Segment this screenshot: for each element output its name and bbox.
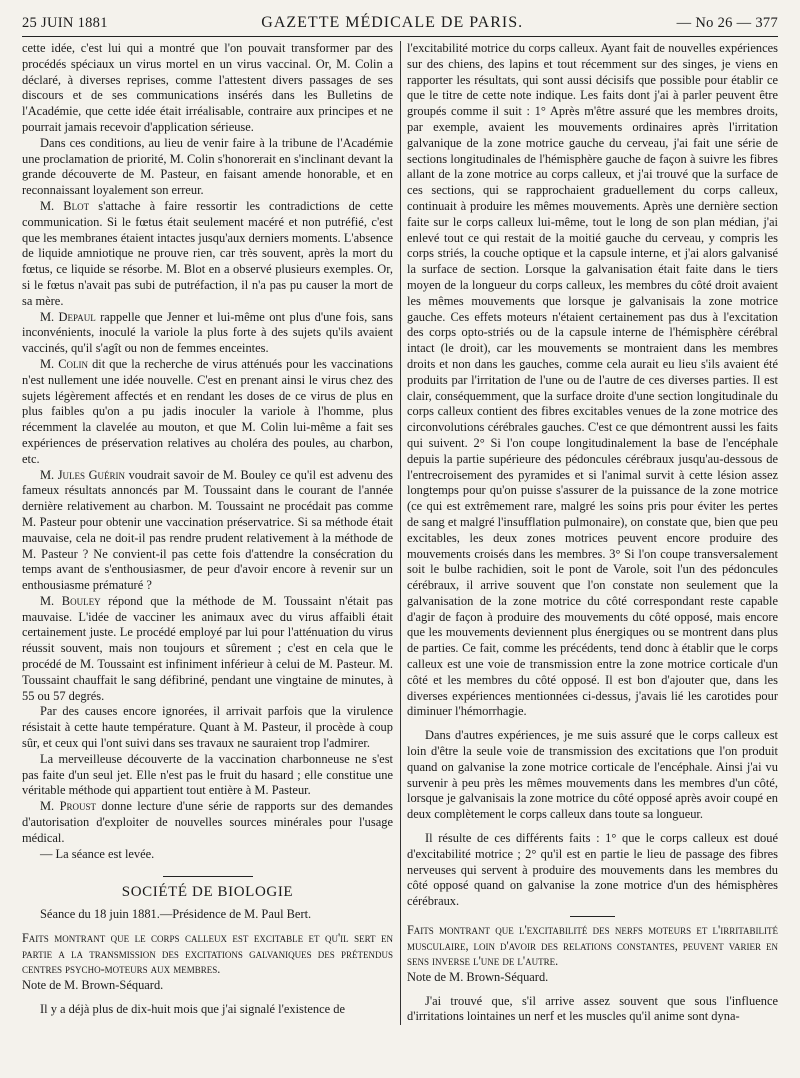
paragraph: l'excitabilité motrice du corps calleux. Ayant fait de nouvelles expériences sur des chiens, des lapins et tout récemment sur des singes, je viens en rapporter les résultats, qui sont aussi décisifs que possible pour établir ce que le titre de cette note indique. Les faits dont j'ai à parler peuvent être groupés comme il suit : 1° Après m'être assuré que les membres droits, par exemple, avaient les mouvements ordinaires après l'irritation galvanique de la zone motrice gauche du cerveau, j'ai fait une série de sections longitudinales de l'hémisphère gauche de façon à suivre les fibres allant de la zone motrice au corps calleux, et j'ai trouvé que la surface de ces sections, qui se rapprochaient graduellement du corps calleux, continuait à produire les mêmes mouvements. Après une dernière section faite sur le corps calleux lui-même, tout le long de son plan médian, j'ai enlevé tout ce qui restait de la moitié gauche du cerveau, y compris les corps striés, la couche optique et la capsule interne, et j'ai alors galvanisé la surface de section. Lorsque la galvanisation était faite dans le tiers moyen de la longueur du corps calleux, les membres du côté droit avaient les mêmes mouvements que lorsque je galvanisais la zone motrice gauche. Ces effets moteurs n'étaient certainement pas dus à l'excitation des corps opto-striés ou de la capsule interne de l'hémisphère cérébral intact (le droit), car les mouvements se montraient dans les membres droits et non dans les gauches, comme cela aurait eu lieu s'ils avaient été produits par l'irritation de l'une ou de l'autre de ces diverses parties. Il est clair, conséquemment, que la surface droite d'une section longitudinale du corps calleux contient des fibres excitables venues de la zone motrice des circonvolutions cérébrales gauches. C'est ce que démontrent aussi les faits qui suivent. 2° Si l'on coupe longitudinalement la base de l'encéphale depuis la partie supérieure des pédoncules cérébraux jusqu'au-dessous de l'entrecroisement des pyramides et si l'animal survit à cette lésion assez longtemps pour qu'on puisse s'assurer de la puissance de la zone motrice (ce qui est extrêmement rare, malgré les soins pris pour éviter les pertes de sang et malgré l'insufflation pulmonaire), on constate que, bien que peu excitables, les deux zones motrices peuvent encore produire des mouvements croisés dans les membres. 3° Si l'on coupe transversalement soit le bulbe rachidien, soit le pont de Varole, soit l'un des pédoncules cérébraux, il arrive souvent que l'on constate non seulement que la galvanisation de la zone motrice du côté correspondant reste capable d'agir de façon à produire des mouvements du côté opposé, mais encore que les mouvements deviennent plus énergiques ou se montrent dans plus de parties. Ce fait, comme les précédents, tend donc à établir que le corps calleux est une voie de transmission entre la zone motrice corticale d'un côté et les membres du côté opposé. Il est bon d'ajouter que, dans les diverses expériences mentionnées ci-dessus, j'avais lié les carotides pour diminuer l'hémorrhagie. [407,41,778,719]
page-number: 377 [755,15,778,31]
note-title: Faits montrant que l'excitabilité des nerfs moteurs et l'irritabilité musculaire, loin d'avoir des relations constantes, peuvent varier en sens inverse l'une de l'autre. [407,923,778,969]
paragraph: — La séance est levée. [40,846,155,861]
paragraph [22,199,393,310]
column-separator [400,41,401,1025]
section-divider [163,876,253,877]
paragraph-text: répond que la méthode de M. Toussaint n'était pas mauvaise. L'idée de vacciner les animaux avec du virus affaibli était certainement juste. Le procédé employé par lui pour l'atténuation du virus réussit souvent, mais non toujours et sûrement ; c'est en cela que le procédé de M. Toussaint est infiniment inférieur à celui de M. Pasteur. M. Toussaint chauffait le sang défibriné, pendant une vingtaine de minutes, à 55 ou 57 degrés. [22,593,393,703]
paragraph: J'ai trouvé que, s'il arrive assez souvent que sous l'influence d'irritations lointaines un nerf et les muscles qu'il anime sont dyna- [407,993,778,1024]
note-divider [570,916,615,917]
journal-title: GAZETTE MÉDICALE DE PARIS. [261,14,524,31]
header-issue-page [677,15,778,32]
issue-number: — No 26 — [676,15,752,31]
speaker-name: M. Proust [40,799,97,814]
left-column [22,41,393,1025]
paragraph: La merveilleuse découverte de la vaccination charbonneuse ne s'est pas faite d'un seul jet. Elle n'est pas le fruit du hasard ; elle constitue une véritable méthode qui appartient tout entière à M. Pasteur. [22,751,393,798]
section-title: SOCIÉTÉ DE BIOLOGIE [121,884,294,901]
header-date: 25 JUIN 1881 [22,15,108,31]
speaker-name: M. Colin [40,356,89,371]
two-column-body [22,41,778,1025]
paragraph: Dans ces conditions, au lieu de venir faire à la tribune de l'Académie une proclamation de priorité, M. Colin s'honorerait en s'inclinant devant la grande découverte de M. Pasteur, en faisant amende honorable, et en reconnaissant loyalement son erreur. [22,135,393,198]
paragraph: Dans d'autres expériences, je me suis assuré que le corps calleux est loin d'être la seule voie de transmission des excitations que l'on produit quand on galvanise la zone motrice corticale de l'encéphale. Ainsi j'ai vu survenir à peu près les mêmes mouvements dans les membres d'un côté, lorsque je galvanisais la zone motrice du côté opposé après avoir coupé en deux complètement le corps calleux dans toute sa longueur. [407,728,778,822]
speaker-name: M. Depaul [40,309,96,324]
paragraph-text: dit que la recherche de virus atténués pour les vaccinations n'est nullement une idée nouvelle. C'est en prenant ainsi le virus chez des sujets légèrement affectés et en rendant les doses de ce virus de plus en plus faibles qu'on a pu jadis inoculer la variole à l'homme, plus récemment la clavelée au mouton, et que M. Colin lui-même a fait ses expériences de préservation relatives au choléra des poules, au charbon, etc. [22,356,393,466]
speaker-name: M. Blot [40,198,90,213]
paragraph [22,799,393,846]
paragraph: cette idée, c'est lui qui a montré que l'on pouvait transformer par des procédés spéciaux un virus mortel en un virus vaccinal. Or, M. Colin a déclaré, à diverses reprises, comme l'attestent divers passages de ses discours et de ses communications insérés dans les Bulletins de l'Académie, que cette idée était irréalisable, contraire aux principes et ne pourrait jamais recevoir d'application sérieuse. [22,41,393,134]
note-title: Faits montrant que le corps calleux est excitable et qu'il sert en partie a la transmission des excitations galvaniques des prétendus centres psycho-moteurs aux membres. [22,931,393,977]
note-author: Note de M. Brown-Séquard. [22,977,164,992]
session-line: Séance du 18 juin 1881.—Présidence de M. Paul Bert. [40,907,312,922]
header-rule [22,36,778,37]
paragraph-text: s'attache à faire ressortir les contradictions de cette communication. Si le fœtus était seulement macéré et non putréfié, c'est que les membranes étaient intactes jusqu'aux derniers moments. L'absence de liquide amniotique ne prouve rien, car très souvent, après la mort du fœtus, ce liquide se résorbe. M. Blot en a observé plusieurs exemples. Or, si le fœtus n'avait pas subi de putréfaction, il n'a pas pu causer la mort de sa mère. [22,198,393,308]
paragraph [22,357,393,468]
speaker-name: M. Bouley [40,593,101,608]
paragraph-text: voudrait savoir de M. Bouley ce qu'il est advenu des fameux résultats annoncés par M. Toussaint dans le courant de l'année dernière relativement au charbon. M. Toussaint ne procédait pas comme M. Pasteur pour obtenir une vaccination préservatrice. Si sa méthode était mauvaise, cela ne doit-il pas rendre prudent relativement à la méthode de M. Pasteur ? Ne convient-il pas cette fois d'attendre la consécration du temps avant de s'enthousiasmer, de peur d'avoir encore à revenir sur un enthousiasme prématuré ? [22,467,393,593]
paragraph: Par des causes encore ignorées, il arrivait parfois que la virulence résistait à cette haute température. Quant à M. Pasteur, il procède à coup sûr, et ceux qui l'ont suivi dans ses travaux ne sauraient trop l'admirer. [22,704,393,751]
paragraph [22,468,393,594]
paragraph: Il résulte de ces différents faits : 1° que le corps calleux est doué d'excitabilité motrice ; 2° qu'il est en partie le lieu de passage des fibres nerveuses qui servent à produire des mouvements dans les membres du côté opposé quand on galvanise la zone motrice d'un des hémisphères cérébraux. [407,831,778,909]
right-column [407,41,778,1025]
paragraph-text: donne lecture d'une série de rapports sur des demandes d'autorisation d'exploiter de nouvelles sources minérales pour l'usage médical. [22,799,394,845]
paragraph [22,594,393,705]
paragraph-text: rappelle que Jenner et lui-même ont plus d'une fois, sans inconvénients, inoculé la variole la plus forte à des sujets qu'ils avaient vaccinés, qu'il s'agît ou non de femmes enceintes. [22,309,394,356]
speaker-name: M. Jules Guérin [40,467,126,482]
note-author: Note de M. Brown-Séquard. [407,969,549,984]
paragraph: Il y a déjà plus de dix-huit mois que j'ai signalé l'existence de [40,1001,345,1016]
page-header [22,14,778,32]
paragraph [22,310,393,357]
